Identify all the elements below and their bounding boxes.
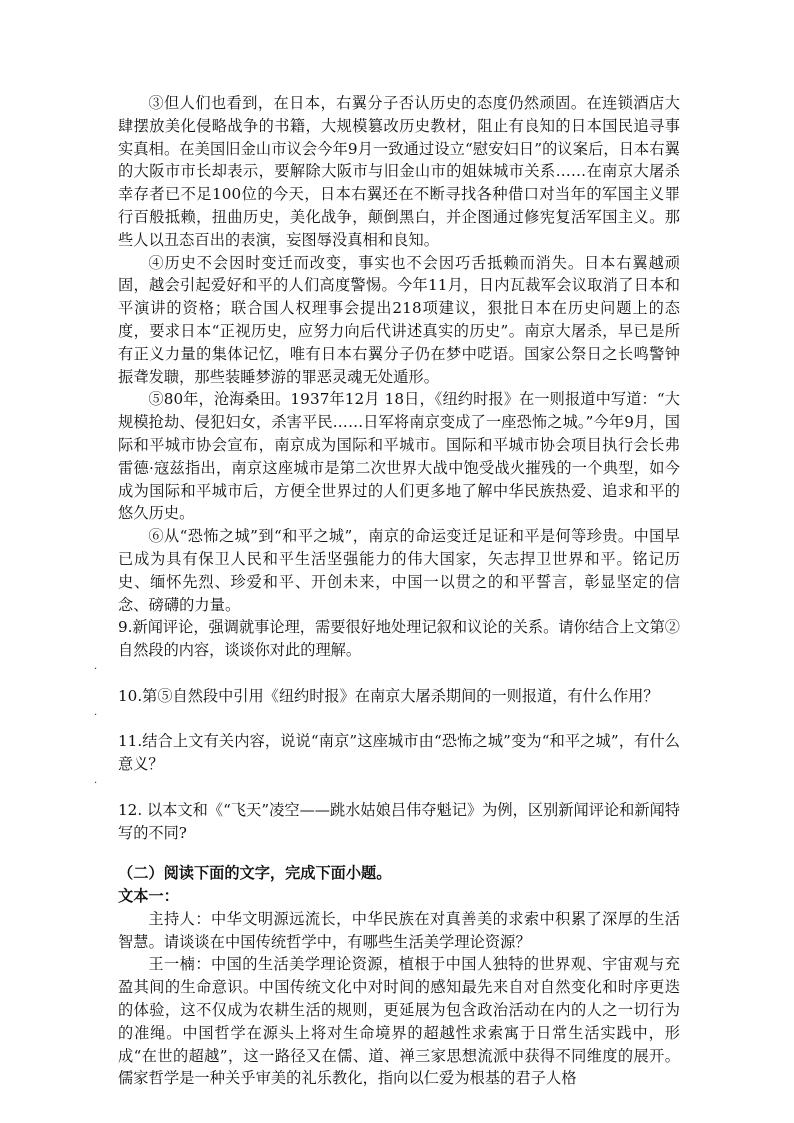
answer-space-10[interactable] [94, 706, 680, 731]
paragraph-4: ④历史不会因时变迁而改变，事实也不会因巧舌抵赖而消失。日本右翼越顽固，越会引起爱好和平的人们高度警惕。今年11月，日内瓦裁军会议取消了日本和平演讲的资格；联合国人权理事会提出218项建议，狠批日本在历史问题上的态度，要求日本“正视历史，应努力向后代讲述真实的历史”。南京大屠杀，早已是所有正义力量的集体记忆，唯有日本右翼分子仍在梦中呓语。国家公祭日之长鸣警钟振聋发聩，那些装睡梦游的罪恶灵魂无处遁形。 [118, 253, 680, 386]
bullet-dot: . [94, 660, 98, 672]
host-paragraph: 主持人：中华文明源远流长，中华民族在对真善美的求索中积累了深厚的生活智慧。请谈谈在中国传统哲学中，有哪些生活美学理论资源？ [118, 909, 680, 951]
bullet-dot: . [94, 774, 98, 786]
bullet-dot: . [94, 706, 98, 718]
paragraph-6: ⑥从“恐怖之城”到“和平之城”，南京的命运变迁足证和平是何等珍贵。中国早已成为具有保卫人民和平生活坚强能力的伟大国家，矢志捍卫世界和平。铭记历史、缅怀先烈、珍爱和平、开创未来，中国一以贯之的和平誓言，彰显坚定的信念、磅礴的力量。 [118, 527, 680, 614]
question-10: 10.第⑤自然段中引用《纽约时报》在南京大屠杀期间的一则报道，有什么作用？ [118, 686, 659, 705]
question-11: 11.结合上文有关内容，说说“南京”这座城市由“恐怖之城”变为“和平之城”，有什么意义？ [118, 732, 680, 774]
question-12: 12. 以本文和《“飞天”凌空——跳水姑娘吕伟夺魁记》为例，区别新闻评论和新闻特写的不同? [118, 800, 680, 842]
answer-space-11[interactable] [94, 774, 680, 799]
paragraph-5: ⑤80年，沧海桑田。1937年12月 18日，《纽约时报》在一则报道中写道：“大规模抢劫、侵犯妇女，杀害平民……日军将南京变成了一座恐怖之城。”今年9月，国际和平城市协会宣布，南京成为国际和平城市。国际和平城市协会项目执行会长弗雷德·寇兹指出，南京这座城市是第二次世界大战中饱受战火摧残的一个典型，如今成为国际和平城市后，方便全世界过的人们更多地了解中华民族热爱、追求和平的悠久历史。 [118, 390, 680, 523]
wang-paragraph: 王一楠：中国的生活美学理论资源，植根于中国人独特的世界观、宇宙观与充盈其间的生命意识。中国传统文化中对时间的感知最先来自对自然变化和时序更迭的体验，这不仅成为农耕生活的规则，更延展为包含政治活动在内的人之一切行为的准绳。中国哲学在源头上将对生命境界的超越性求索寓于日常生活实践中，形成“在世的超越”，这一路径又在儒、道、禅三家思想流派中获得不同维度的展开。儒家哲学是一种关乎审美的礼乐教化，指向以仁爱为根基的君子人格 [118, 955, 680, 1088]
document-page [94, 92, 680, 1090]
section-title: （二）阅读下面的文字，完成下面小题。 [118, 864, 392, 883]
answer-space-9[interactable] [94, 660, 680, 685]
question-9: 9.新闻评论，强调就事论理，需要很好地处理记叙和议论的关系。请你结合上文第②自然段的内容，谈谈你对此的理解。 [118, 618, 680, 660]
paragraph-3: ③但人们也看到，在日本，右翼分子否认历史的态度仍然顽固。在连锁酒店大肆摆放美化侵略战争的书籍，大规模篡改历史教材，阻止有良知的日本国民追寻事实真相。在美国旧金山市议会今年9月一致通过设立“慰安妇日”的议案后，日本右翼的大阪市市长却表示，要解除大阪市与旧金山市的姐妹城市关系……在南京大屠杀幸存者已不足100位的今天，日本右翼还在不断寻找各种借口对当年的军国主义罪行百般抵赖，扭曲历史，美化战争，颠倒黑白，并企图通过修宪复活军国主义。那些人以丑态百出的表演，妄图辱没真相和良知。 [118, 94, 680, 249]
text-one-label: 文本一： [118, 887, 179, 906]
spacer [118, 844, 680, 862]
